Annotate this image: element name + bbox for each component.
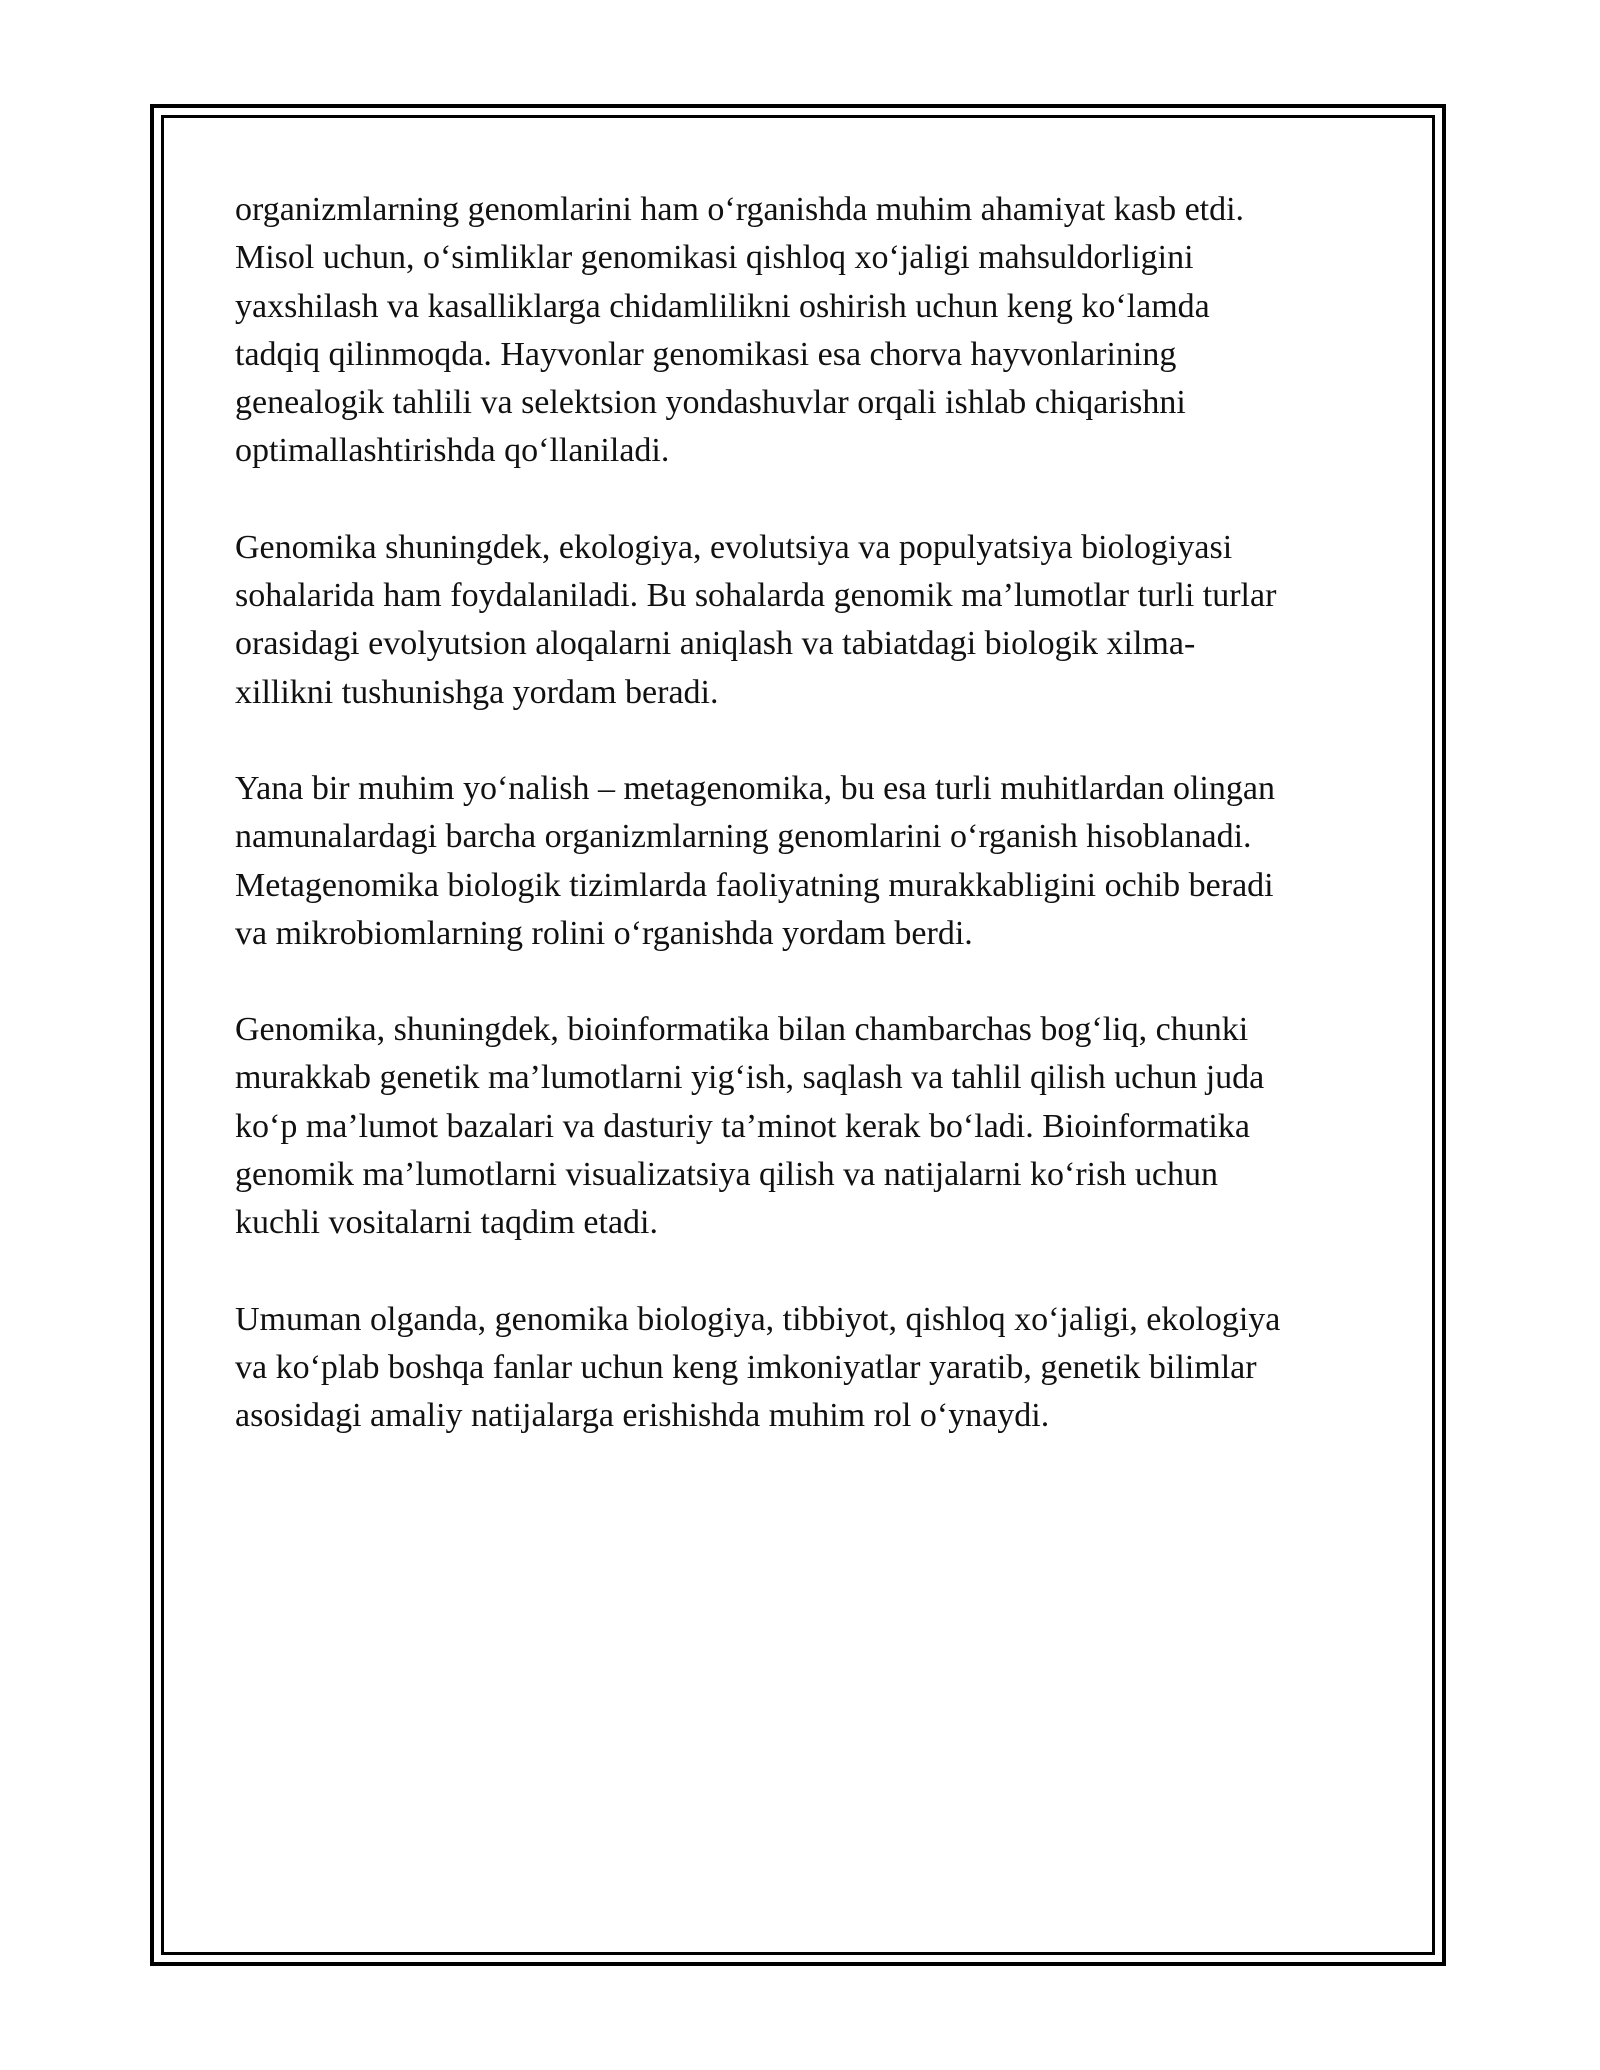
paragraph bbox=[235, 524, 1375, 717]
text-line: sohalarida ham foydalaniladi. Bu sohalarda genomik ma’lumotlar turli turlar bbox=[235, 577, 1277, 615]
paragraph bbox=[235, 186, 1375, 476]
text-line: kuchli vositalarni taqdim etadi. bbox=[235, 1204, 659, 1242]
text-line: tadqiq qilinmoqda. Hayvonlar genomikasi esa chorva hayvonlarining bbox=[235, 335, 1177, 373]
text-line: va ko‘plab boshqa fanlar uchun keng imkoniyatlar yaratib, genetik bilimlar bbox=[235, 1348, 1257, 1386]
text-line: organizmlarning genomlarini ham o‘rganishda muhim ahamiyat kasb etdi. bbox=[235, 191, 1245, 228]
paragraph bbox=[235, 765, 1375, 958]
text-line: optimallashtirishda qo‘llaniladi. bbox=[235, 432, 670, 470]
text-line: yaxshilash va kasalliklarga chidamlilikni oshirish uchun keng ko‘lamda bbox=[235, 287, 1210, 325]
text-line: xillikni tushunishga yordam beradi. bbox=[235, 673, 719, 711]
text-line: Umuman olganda, genomika biologiya, tibbiyot, qishloq xo‘jaligi, ekologiya bbox=[235, 1300, 1281, 1338]
text-line: va mikrobiomlarning rolini o‘rganishda yordam berdi. bbox=[235, 914, 973, 952]
text-line: murakkab genetik ma’lumotlarni yig‘ish, saqlash va tahlil qilish uchun juda bbox=[235, 1059, 1265, 1097]
text-line: Genomika shuningdek, ekologiya, evolutsiya va populyatsiya biologiyasi bbox=[235, 528, 1233, 566]
text-line: Genomika, shuningdek, bioinformatika bilan chambarchas bog‘liq, chunki bbox=[235, 1011, 1249, 1049]
text-line: asosidagi amaliy natijalarga erishishda muhim rol o‘ynaydi. bbox=[235, 1397, 1050, 1435]
paragraph bbox=[235, 1006, 1375, 1247]
paragraph bbox=[235, 1296, 1375, 1441]
text-line: Misol uchun, o‘simliklar genomikasi qishloq xo‘jaligi mahsuldorligini bbox=[235, 239, 1194, 277]
text-line: Yana bir muhim yo‘nalish – metagenomika, bu esa turli muhitlardan olingan bbox=[235, 769, 1275, 807]
text-line: orasidagi evolyutsion aloqalarni aniqlash va tabiatdagi biologik xilma- bbox=[235, 625, 1196, 663]
text-line: genomik ma’lumotlarni visualizatsiya qilish va natijalarni ko‘rish uchun bbox=[235, 1156, 1218, 1194]
text-line: namunalardagi barcha organizmlarning genomlarini o‘rganish hisoblanadi. bbox=[235, 818, 1252, 856]
text-line: ko‘p ma’lumot bazalari va dasturiy ta’minot kerak bo‘ladi. Bioinformatika bbox=[235, 1107, 1250, 1145]
text-line: Metagenomika biologik tizimlarda faoliyatning murakkabligini ochib beradi bbox=[235, 866, 1274, 904]
text-line: genealogik tahlili va selektsion yondashuvlar orqali ishlab chiqarishni bbox=[235, 384, 1186, 422]
document-body bbox=[235, 186, 1375, 1489]
